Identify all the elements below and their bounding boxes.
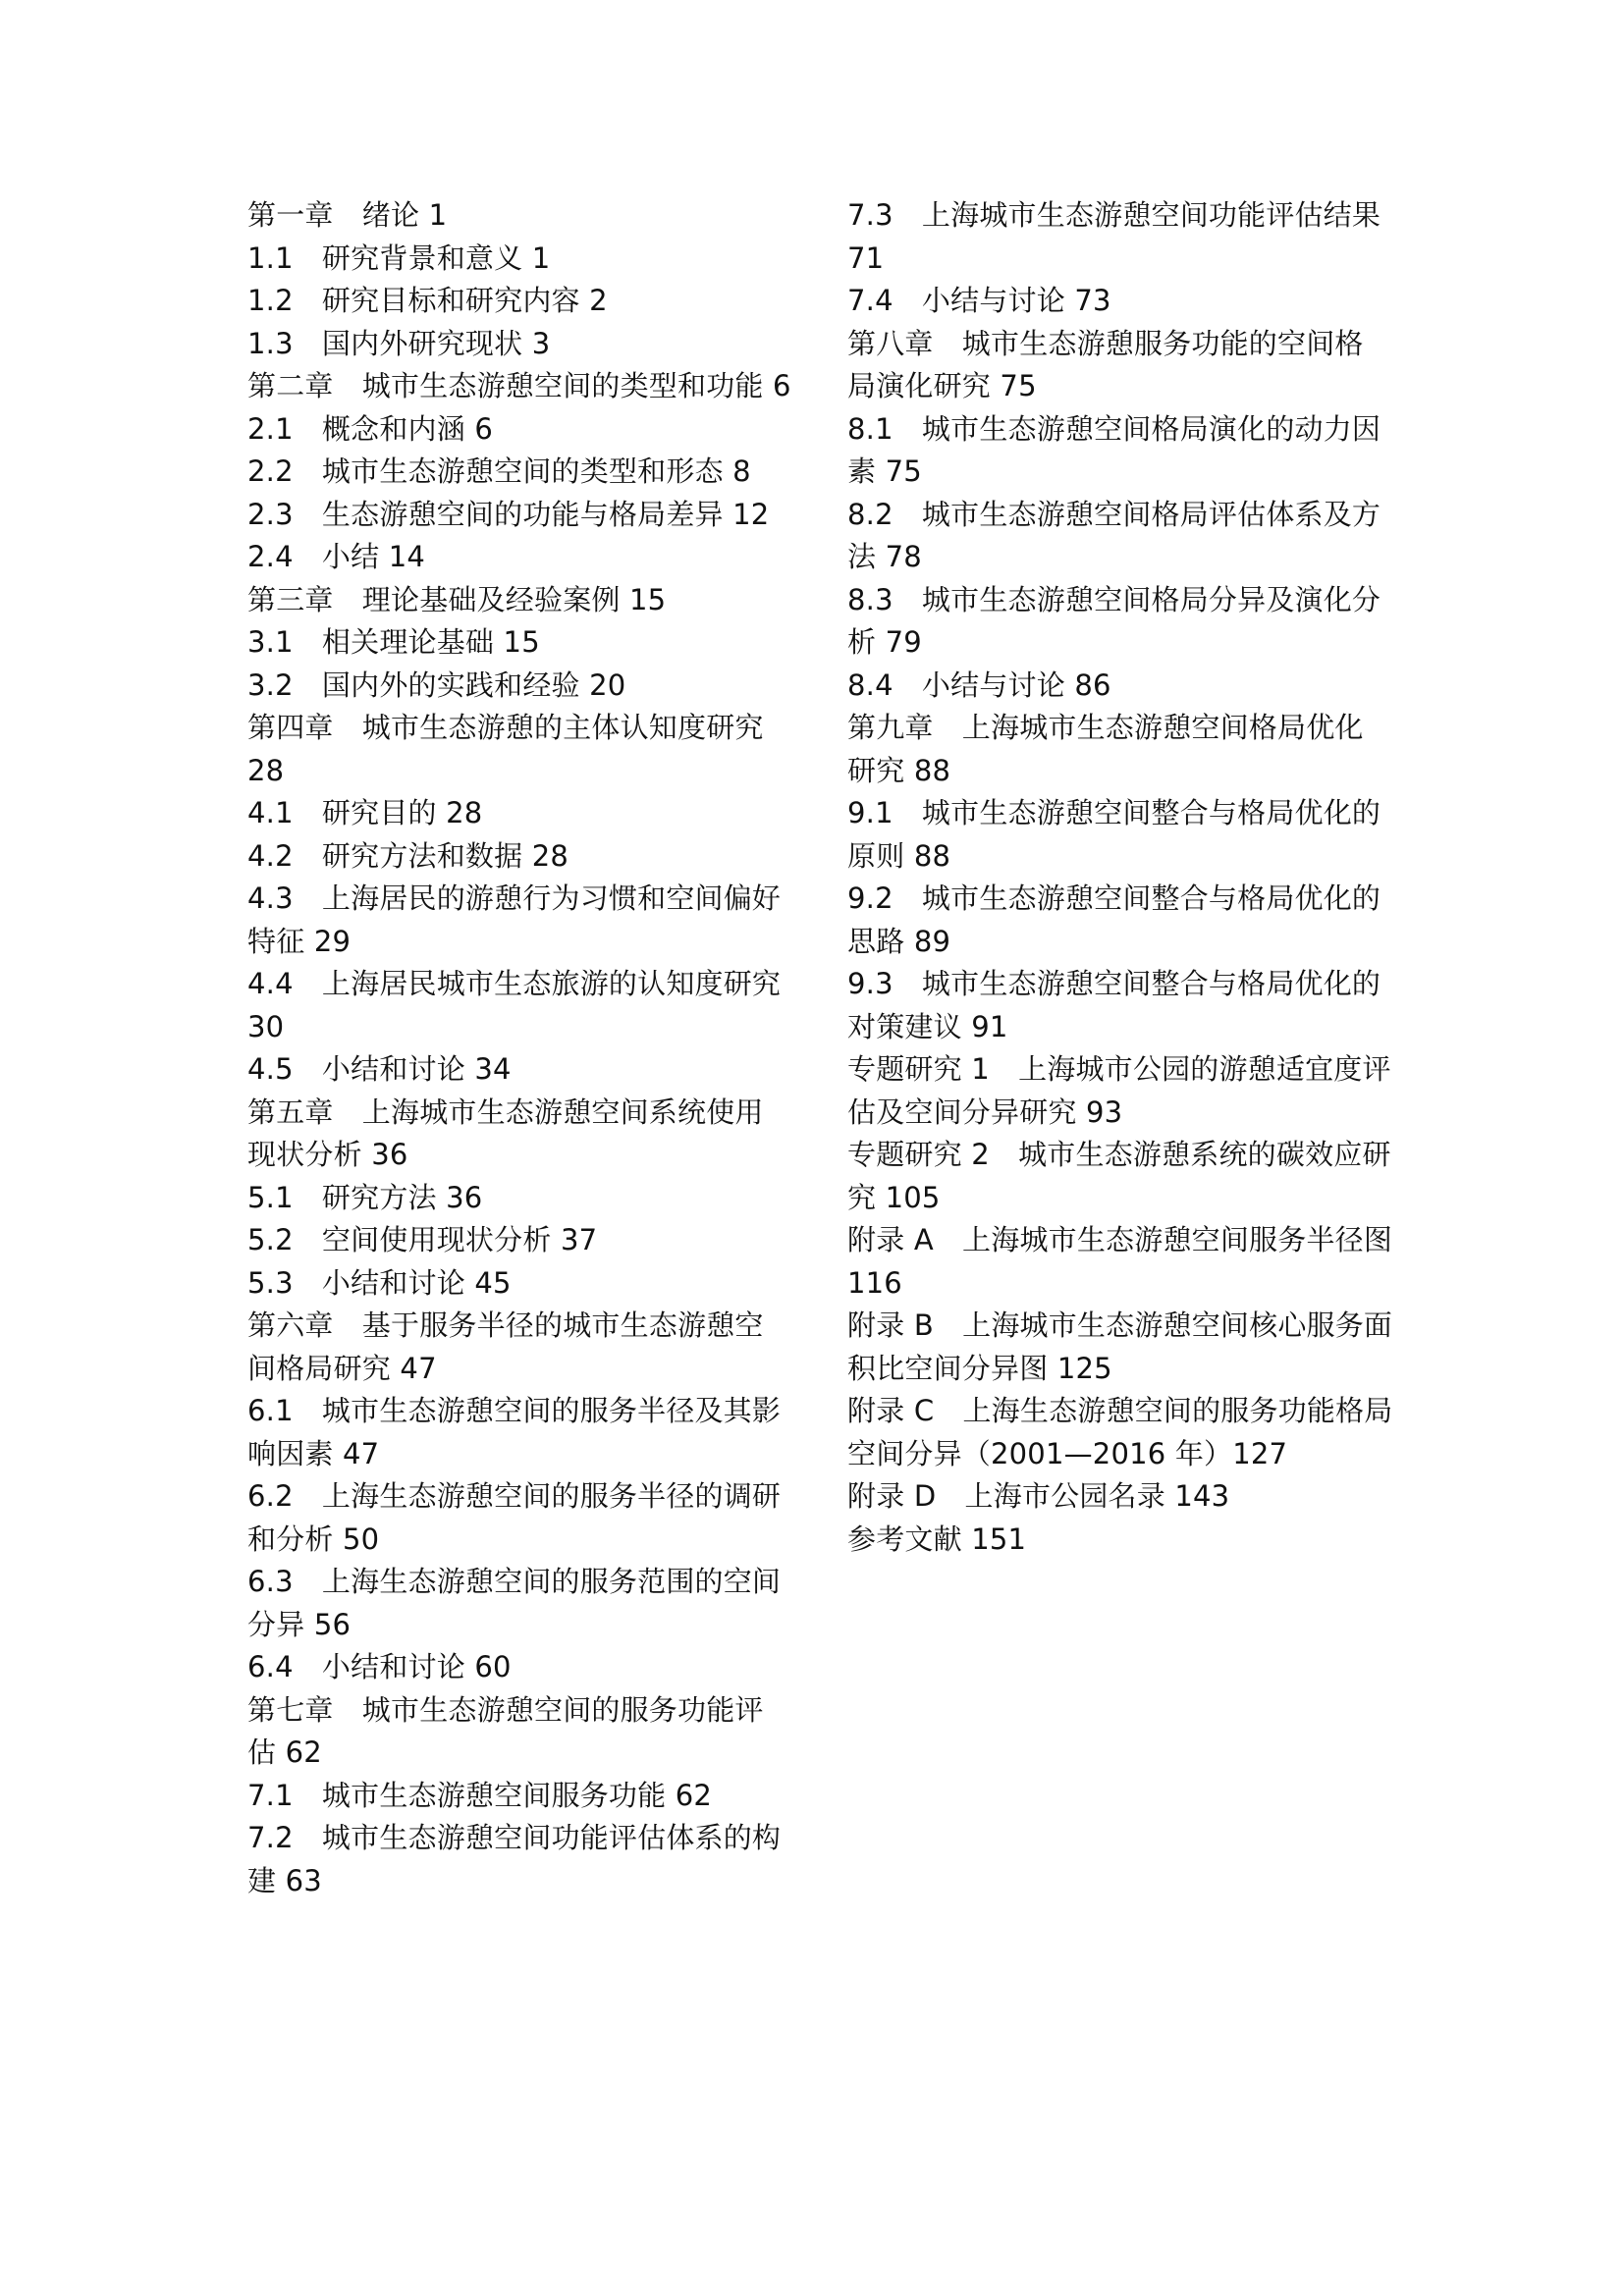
toc-line: 1.1 研究背景和意义 1	[247, 240, 551, 275]
toc-line: 9.1 城市生态游憩空间整合与格局优化的	[847, 796, 1381, 829]
toc-line: 第二章 城市生态游憩空间的类型和功能 6	[247, 369, 791, 402]
toc-line: 响因素 47	[247, 1436, 380, 1470]
toc-line: 5.1 研究方法 36	[247, 1180, 483, 1214]
toc-line: 析 79	[847, 625, 922, 659]
toc-line: 116	[847, 1265, 902, 1300]
toc-line: 第四章 城市生态游憩的主体认知度研究	[247, 711, 764, 744]
toc-line: 3.2 国内外的实践和经验 20	[247, 667, 626, 702]
toc-line: 附录 B 上海城市生态游憩空间核心服务面	[847, 1308, 1393, 1342]
toc-line: 第五章 上海城市生态游憩空间系统使用	[247, 1095, 764, 1129]
toc-line: 分异 56	[247, 1607, 352, 1641]
toc-line: 建 63	[247, 1863, 322, 1897]
toc-line: 和分析 50	[247, 1522, 380, 1556]
toc-line: 参考文献 151	[847, 1522, 1027, 1556]
toc-line: 估 62	[247, 1735, 322, 1769]
toc-line: 6.3 上海生态游憩空间的服务范围的空间	[247, 1565, 782, 1598]
toc-line: 4.3 上海居民的游憩行为习惯和空间偏好	[247, 881, 782, 915]
toc-line: 2.3 生态游憩空间的功能与格局差异 12	[247, 497, 770, 531]
toc-line: 附录 C 上海生态游憩空间的服务功能格局	[847, 1394, 1393, 1427]
toc-line: 9.2 城市生态游憩空间整合与格局优化的	[847, 881, 1381, 915]
toc-line: 8.1 城市生态游憩空间格局演化的动力因	[847, 411, 1381, 446]
toc-line: 特征 29	[247, 924, 352, 958]
toc-line: 局演化研究 75	[847, 369, 1037, 402]
toc-line: 30	[247, 1009, 285, 1043]
toc-line: 6.2 上海生态游憩空间的服务半径的调研	[247, 1479, 782, 1513]
toc-line: 第九章 上海城市生态游憩空间格局优化	[847, 711, 1364, 744]
toc-line: 7.1 城市生态游憩空间服务功能 62	[247, 1778, 713, 1812]
toc-line: 4.5 小结和讨论 34	[247, 1052, 512, 1086]
toc-line: 2.4 小结 14	[247, 540, 426, 573]
toc-line: 8.2 城市生态游憩空间格局评估体系及方	[847, 497, 1381, 531]
toc-line: 71	[847, 240, 885, 275]
toc-right-column	[847, 194, 1397, 1561]
toc-left-column	[247, 194, 797, 1902]
toc-line: 2.2 城市生态游憩空间的类型和形态 8	[247, 454, 751, 488]
toc-line: 积比空间分异图 125	[847, 1351, 1112, 1385]
toc-line: 7.3 上海城市生态游憩空间功能评估结果	[847, 198, 1381, 232]
toc-line: 6.1 城市生态游憩空间的服务半径及其影	[247, 1394, 782, 1427]
toc-line: 7.4 小结与讨论 73	[847, 284, 1111, 317]
toc-line: 附录 A 上海城市生态游憩空间服务半径图	[847, 1223, 1393, 1256]
toc-line: 6.4 小结和讨论 60	[247, 1650, 512, 1683]
toc-line: 思路 89	[847, 924, 951, 958]
toc-line: 5.2 空间使用现状分析 37	[247, 1223, 598, 1256]
toc-line: 第六章 基于服务半径的城市生态游憩空	[247, 1308, 764, 1342]
toc-line: 1.3 国内外研究现状 3	[247, 326, 551, 360]
toc-line: 法 78	[847, 540, 922, 573]
toc-line: 8.4 小结与讨论 86	[847, 667, 1111, 702]
toc-line: 第七章 城市生态游憩空间的服务功能评	[247, 1692, 764, 1727]
toc-line: 第三章 理论基础及经验案例 15	[247, 582, 667, 616]
toc-line: 现状分析 36	[247, 1138, 408, 1171]
toc-line: 附录 D 上海市公园名录 143	[847, 1479, 1230, 1513]
toc-line: 素 75	[847, 454, 922, 488]
toc-line: 专题研究 1 上海城市公园的游憩适宜度评	[847, 1052, 1391, 1086]
toc-line: 4.2 研究方法和数据 28	[247, 838, 569, 873]
toc-line: 第一章 绪论 1	[247, 198, 448, 232]
toc-line: 5.3 小结和讨论 45	[247, 1265, 512, 1300]
toc-line: 9.3 城市生态游憩空间整合与格局优化的	[847, 967, 1381, 1000]
toc-line: 2.1 概念和内涵 6	[247, 411, 493, 446]
toc-line: 原则 88	[847, 838, 951, 873]
toc-line: 28	[247, 753, 285, 787]
toc-line: 专题研究 2 城市生态游憩系统的碳效应研	[847, 1138, 1391, 1171]
toc-line: 3.1 相关理论基础 15	[247, 625, 540, 659]
toc-line: 第八章 城市生态游憩服务功能的空间格	[847, 326, 1364, 360]
toc-line: 4.4 上海居民城市生态旅游的认知度研究	[247, 967, 782, 1000]
toc-line: 8.3 城市生态游憩空间格局分异及演化分	[847, 582, 1381, 616]
toc-line: 估及空间分异研究 93	[847, 1095, 1123, 1129]
toc-line: 1.2 研究目标和研究内容 2	[247, 284, 608, 317]
toc-line: 究 105	[847, 1180, 941, 1214]
toc-line: 空间分异（2001—2016 年）127	[847, 1436, 1288, 1470]
toc-line: 间格局研究 47	[247, 1351, 437, 1385]
toc-line: 对策建议 91	[847, 1009, 1008, 1043]
toc-line: 7.2 城市生态游憩空间功能评估体系的构	[247, 1821, 782, 1854]
toc-line: 研究 88	[847, 753, 951, 787]
toc-line: 4.1 研究目的 28	[247, 796, 483, 829]
